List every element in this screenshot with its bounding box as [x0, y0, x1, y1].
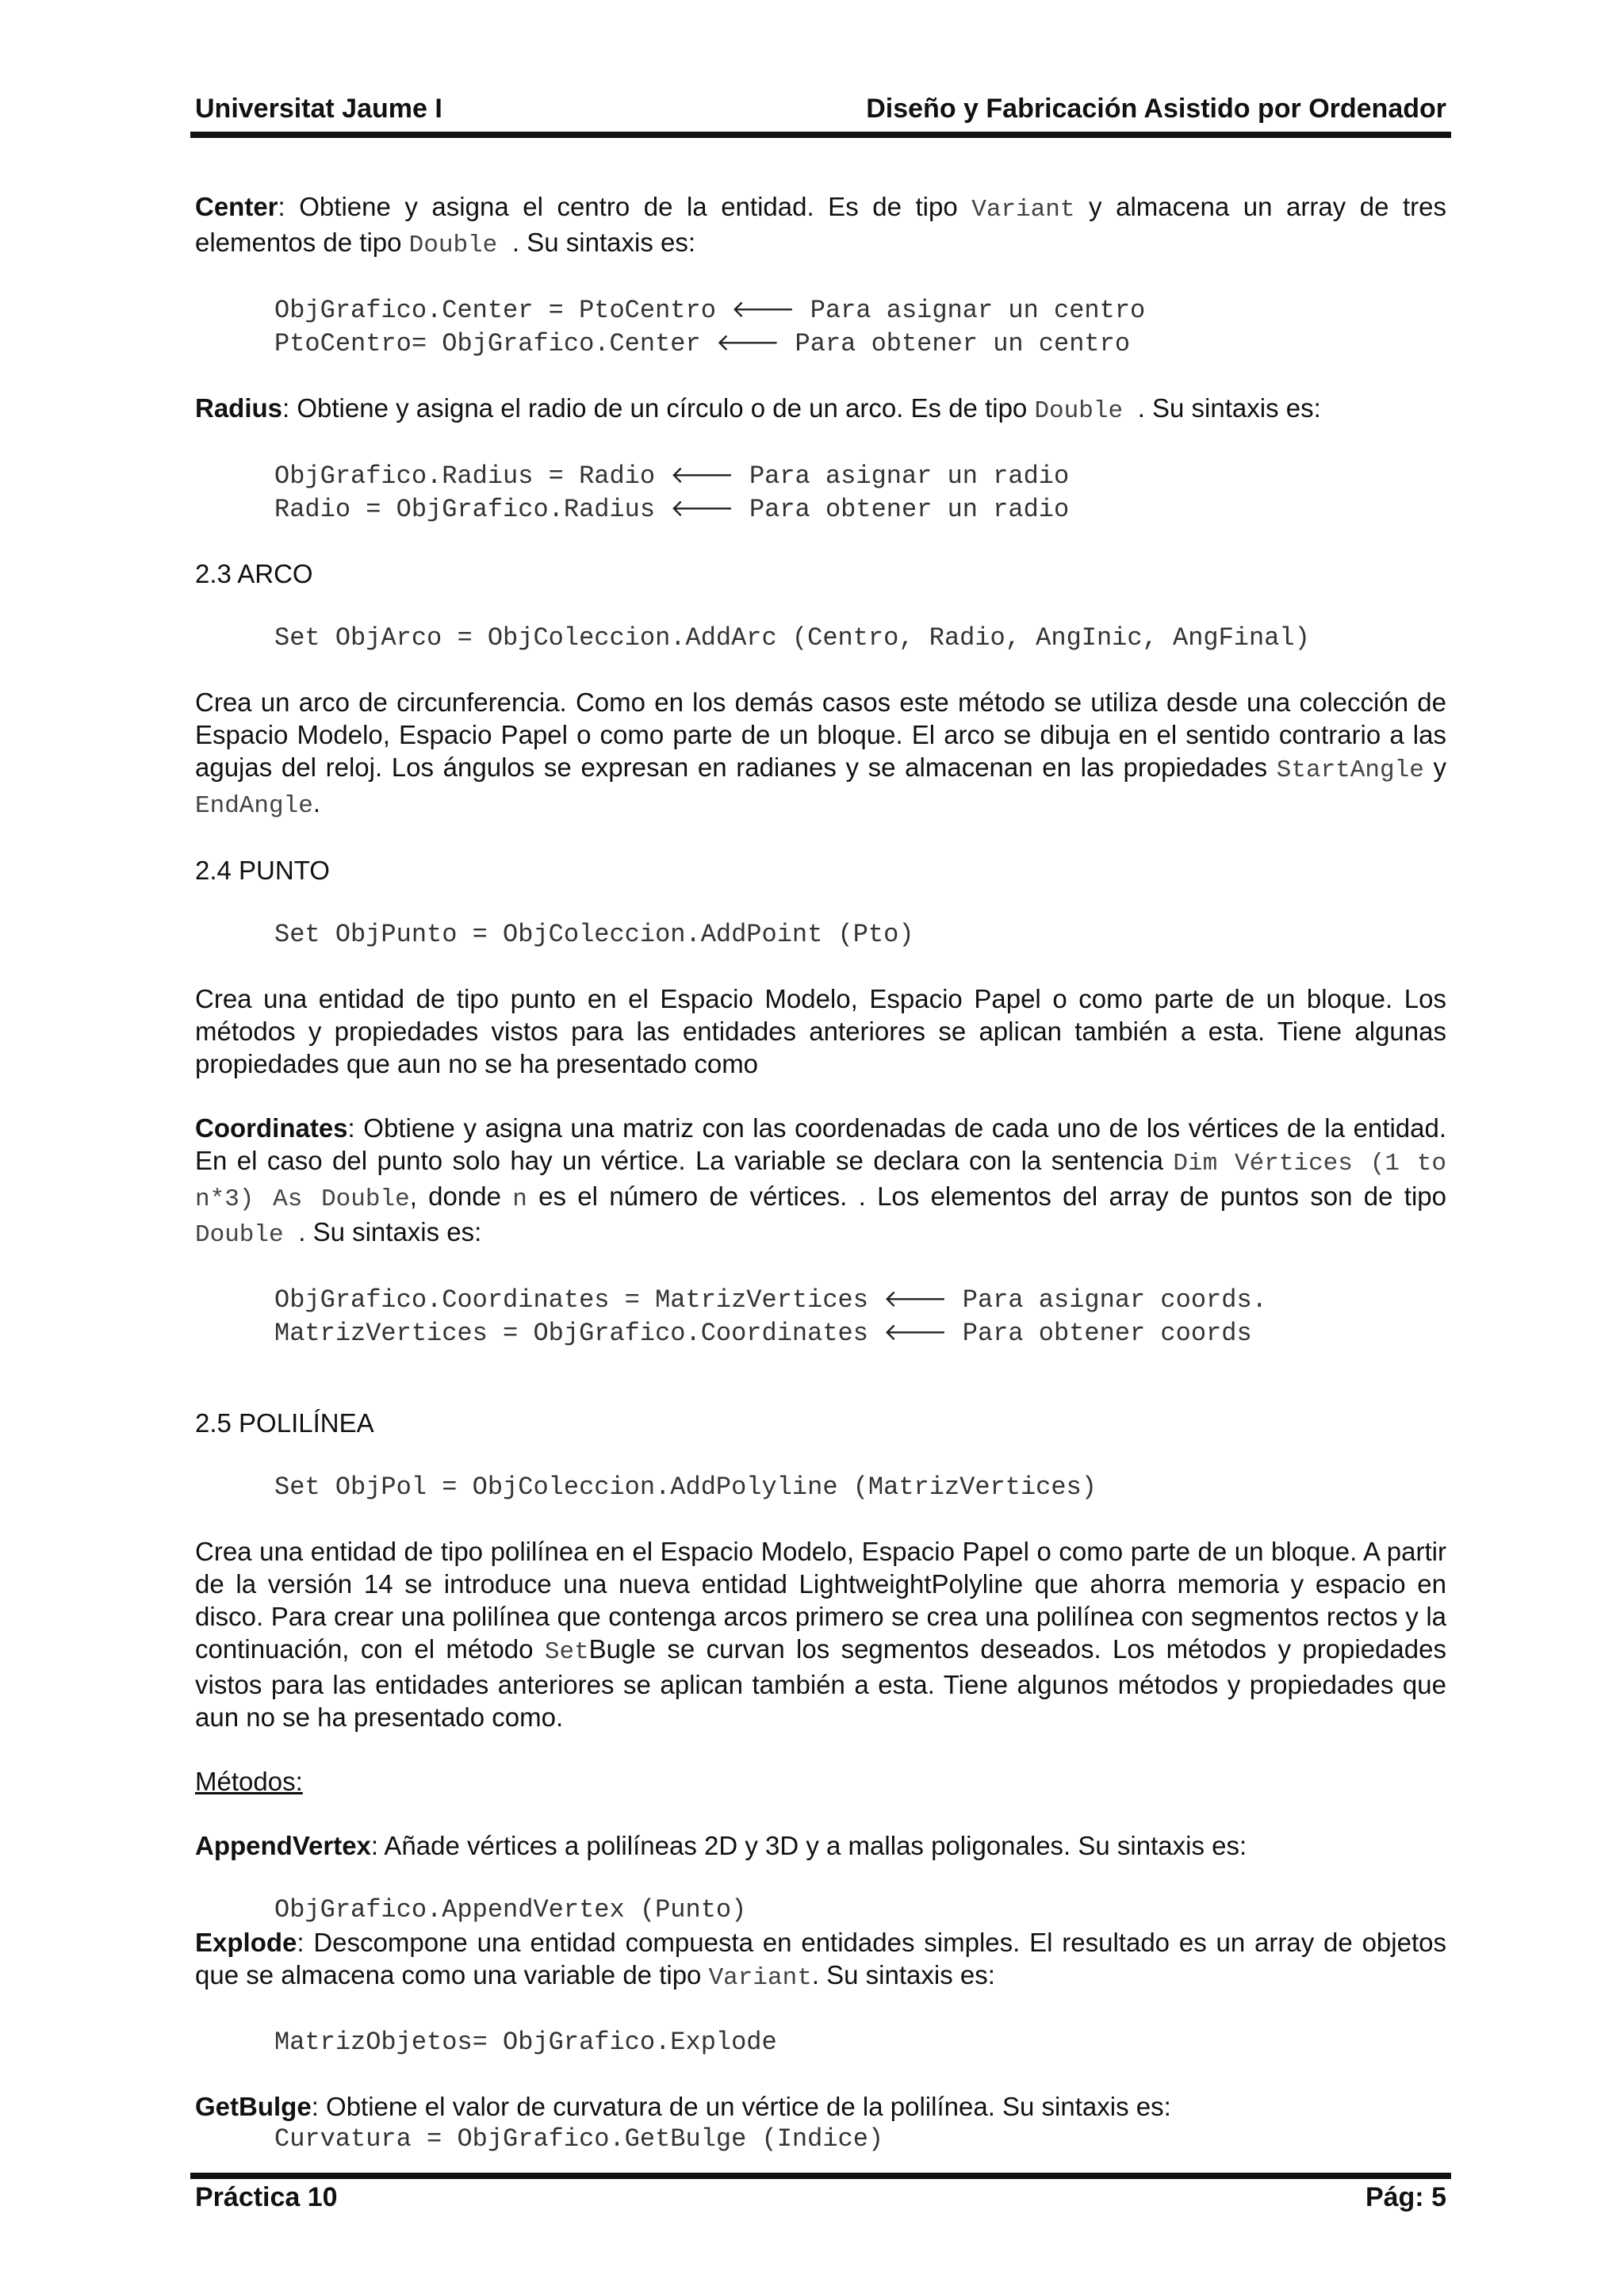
coordinates-code-line-1: ObjGrafico.Coordinates = MatrizVertices 🡐 Para asignar coords. [274, 1285, 1267, 1315]
left-arrow-icon: 🡐 [883, 1285, 948, 1313]
header-institution: Universitat Jaume I [195, 94, 442, 124]
footer-practice-label: Práctica 10 [195, 2182, 338, 2212]
explode-term: Explode [195, 1928, 297, 1957]
center-code-line-1: ObjGrafico.Center = PtoCentro 🡐 Para asignar un centro [274, 296, 1146, 325]
radius-term: Radius [195, 393, 283, 423]
center-term: Center [195, 192, 278, 221]
left-arrow-icon: 🡐 [731, 296, 795, 324]
arco-code: Set ObjArco = ObjColeccion.AddArc (Centro, Radio, AngInic, AngFinal) [274, 623, 1310, 653]
page-number: Pág: 5 [1365, 2182, 1446, 2212]
coordinates-paragraph: Coordinates: Obtiene y asigna una matriz con las coordenadas de cada uno de los vértices de la entidad. En el caso del punto solo hay un vértice. La variable se declara con la sentencia Dim Vértices (1 to n*3) As Double, donde n es el número de vértices. . Los elementos del array de puntos son de tipo Double . Su sintaxis es: [195, 1113, 1446, 1249]
appendvertex-term: AppendVertex [195, 1831, 371, 1860]
footer-rule [190, 2173, 1451, 2179]
header-rule [190, 132, 1451, 138]
section-heading-punto: 2.4 PUNTO [195, 856, 330, 885]
getbulge-term: GetBulge [195, 2092, 312, 2121]
coordinates-code-line-2: MatrizVertices = ObjGrafico.Coordinates 🡐 Para obtener coords [274, 1319, 1252, 1348]
polilinea-code: Set ObjPol = ObjColeccion.AddPolyline (MatrizVertices) [274, 1473, 1097, 1502]
left-arrow-icon: 🡐 [670, 461, 734, 489]
coordinates-term: Coordinates [195, 1113, 348, 1143]
appendvertex-code: ObjGrafico.AppendVertex (Punto) [274, 1895, 747, 1924]
radius-paragraph: Radius: Obtiene y asigna el radio de un círculo o de un arco. Es de tipo Double . Su sintaxis es: [195, 393, 1321, 425]
metodos-label: Métodos: [195, 1767, 303, 1796]
left-arrow-icon: 🡐 [670, 495, 734, 523]
explode-code: MatrizObjetos= ObjGrafico.Explode [274, 2028, 777, 2057]
punto-code: Set ObjPunto = ObjColeccion.AddPoint (Pto) [274, 920, 914, 949]
left-arrow-icon: 🡐 [715, 329, 780, 357]
left-arrow-icon: 🡐 [883, 1319, 948, 1346]
page-header [195, 94, 1446, 133]
page-footer [195, 2182, 1446, 2222]
polilinea-paragraph: Crea una entidad de tipo polilínea en el Espacio Modelo, Espacio Papel o como parte de un bloque. A partir de la versión 14 se introduce una nueva entidad LightweightPolyline que ahorra memoria y espacio en disco. Para crear una polilínea que contenga arcos primero se crea una polilínea con segmentos rectos y la continuación, con el método SetBugle se curvan los segmentos deseados. Los métodos y propiedades vistos para las entidades anteriores se aplican también a esta. Tiene algunos métodos y propiedades que aun no se ha presentado como. [195, 1537, 1446, 1732]
center-code-line-2: PtoCentro= ObjGrafico.Center 🡐 Para obtener un centro [274, 329, 1131, 358]
page-body [195, 190, 1446, 2155]
explode-paragraph: Explode: Descompone una entidad compuesta en entidades simples. El resultado es un array de objetos que se almacena como una variable de tipo Variant. Su sintaxis es: [195, 1928, 1446, 1992]
arco-paragraph: Crea un arco de circunferencia. Como en los demás casos este método se utiliza desde una colección de Espacio Modelo, Espacio Papel o como parte de un bloque. El arco se dibuja en el sentido contrario a las agujas del reloj. Los ángulos se expresan en radianes y se almacenan en las propiedades StartAngle y EndAngle. [195, 687, 1446, 820]
punto-paragraph: Crea una entidad de tipo punto en el Espacio Modelo, Espacio Papel o como parte de un bloque. Los métodos y propiedades vistos para las entidades anteriores se aplican también a esta. Tiene algunas propiedades que aun no se ha presentado como [195, 984, 1446, 1078]
header-course-title: Diseño y Fabricación Asistido por Ordenador [866, 94, 1446, 124]
section-heading-polilinea: 2.5 POLILÍNEA [195, 1408, 374, 1438]
section-heading-arco: 2.3 ARCO [195, 559, 313, 588]
radius-code-line-1: ObjGrafico.Radius = Radio 🡐 Para asignar un radio [274, 461, 1070, 491]
appendvertex-paragraph: AppendVertex: Añade vértices a polilíneas 2D y 3D y a mallas poligonales. Su sintaxis es: [195, 1831, 1247, 1860]
radius-code-line-2: Radio = ObjGrafico.Radius 🡐 Para obtener un radio [274, 495, 1070, 524]
center-paragraph: Center: Obtiene y asigna el centro de la entidad. Es de tipo Variant y almacena un array de tres elementos de tipo Double . Su sintaxis es: [195, 192, 1446, 259]
getbulge-code: Curvatura = ObjGrafico.GetBulge (Indice) [274, 2124, 884, 2154]
getbulge-paragraph: GetBulge: Obtiene el valor de curvatura de un vértice de la polilínea. Su sintaxis es: [195, 2092, 1171, 2121]
